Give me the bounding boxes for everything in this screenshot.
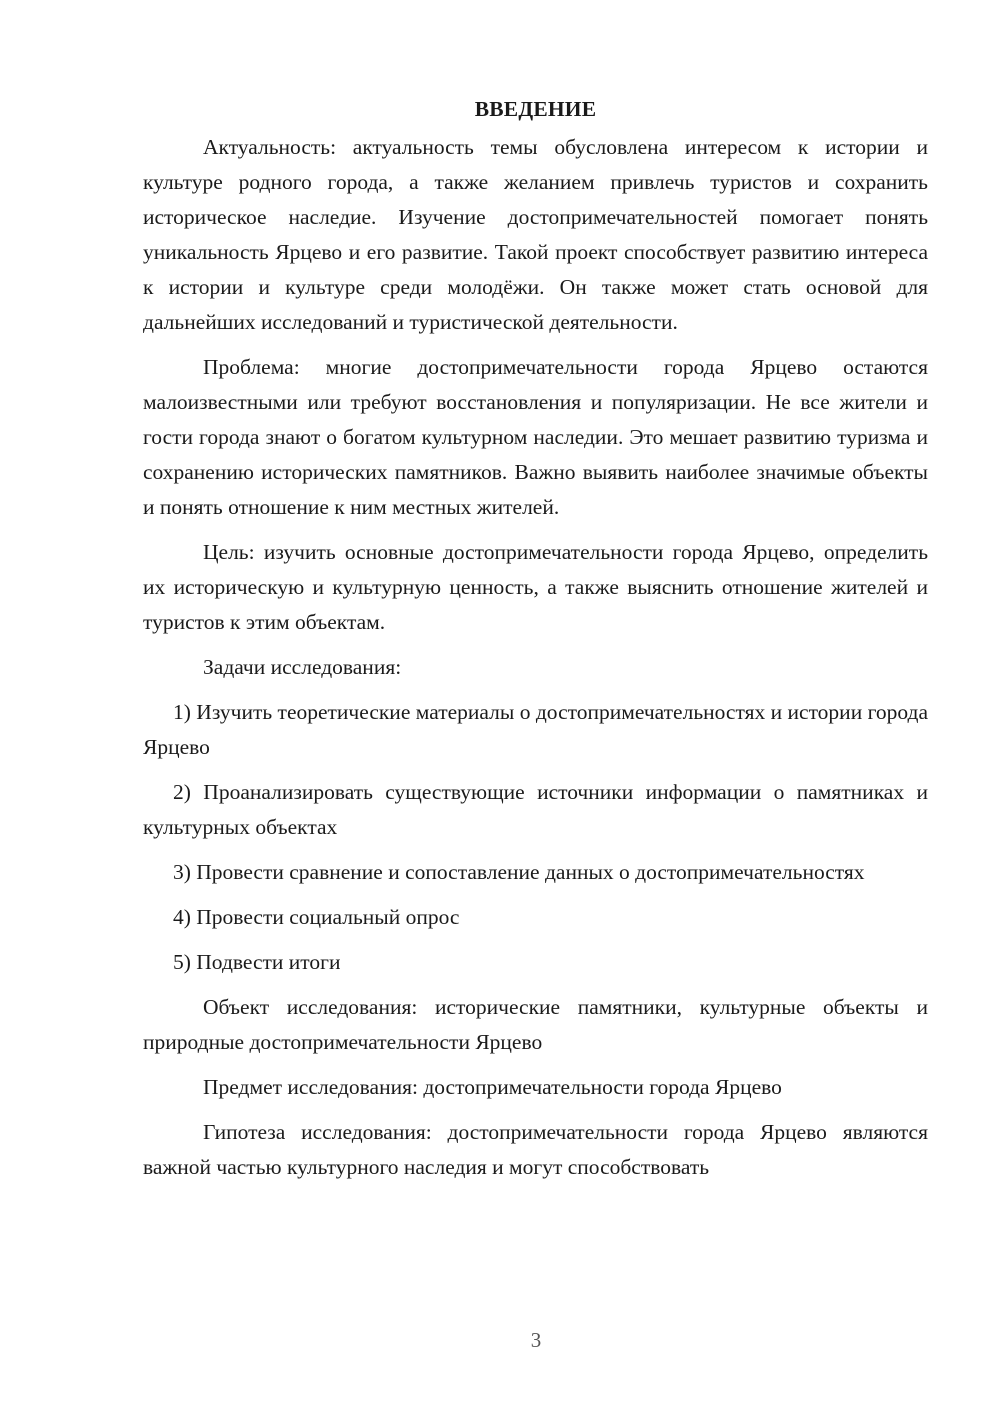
hypothesis-paragraph: Гипотеза исследования: достопримечательности города Ярцево являются важной частью культурного наследия и могут способствовать xyxy=(143,1120,928,1179)
task-item: 1) Изучить теоретические материалы о достопримечательностях и истории города Ярцево xyxy=(143,700,928,759)
page-number: 3 xyxy=(530,1328,542,1352)
task-item: 4) Провести социальный опрос xyxy=(173,905,460,929)
object-paragraph: Объект исследования: исторические памятники, культурные объекты и природные достопримечательности Ярцево xyxy=(143,995,928,1054)
problem-paragraph: Проблема: многие достопримечательности города Ярцево остаются малоизвестными или требуют восстановления и популяризации. Не все жители и гости города знают о богатом культурном наследии. Это мешает развитию туризма и сохранению исторических памятников. Важно выявить наиболее значимые объекты и понять отношение к ним местных жителей. xyxy=(143,355,928,519)
task-item: 3) Провести сравнение и сопоставление данных о достопримечательностях xyxy=(173,860,865,884)
document-page xyxy=(143,92,928,1185)
task-item: 2) Проанализировать существующие источники информации о памятниках и культурных объектах xyxy=(143,780,928,839)
goal-paragraph: Цель: изучить основные достопримечательности города Ярцево, определить их историческую и культурную ценность, а также выяснить отношение жителей и туристов к этим объектам. xyxy=(143,540,928,634)
tasks-list xyxy=(143,695,928,980)
task-item: 5) Подвести итоги xyxy=(173,950,341,974)
relevance-paragraph: Актуальность: актуальность темы обусловлена интересом к истории и культуре родного города, а также желанием привлечь туристов и сохранить историческое наследие. Изучение достопримечательностей помогает понять уникальность Ярцево и его развитие. Такой проект способствует развитию интереса к истории и культуре среди молодёжи. Он также может стать основой для дальнейших исследований и туристической деятельности. xyxy=(143,135,928,334)
subject-paragraph: Предмет исследования: достопримечательности города Ярцево xyxy=(203,1075,782,1099)
section-title: ВВЕДЕНИЕ xyxy=(474,97,597,121)
tasks-heading: Задачи исследования: xyxy=(203,655,402,679)
